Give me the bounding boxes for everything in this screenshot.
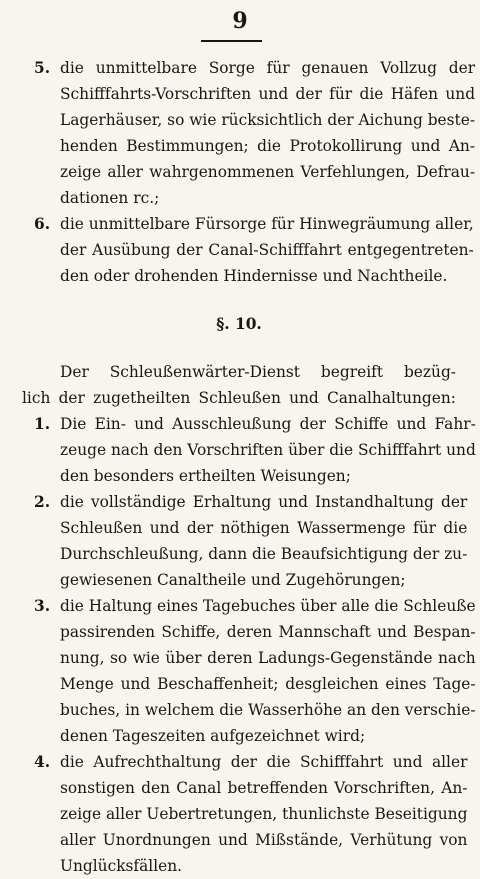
text-line: Schleußen und der nöthigen Wassermenge für die [60,519,468,537]
text-line: der Ausübung der Canal-Schifffahrt entgegentreten- [60,241,474,259]
item-number: 2. [34,493,51,511]
text-line: dationen rc.; [60,189,160,207]
text-line: henden Bestimmungen; die Protokollirung und An- [60,137,476,155]
section-item-3 [22,593,476,749]
item-text [60,489,467,593]
header-rule [201,40,262,42]
section-item-1 [22,411,476,489]
list-item-6 [22,211,474,289]
text-line: Der Schleußenwärter-Dienst begreift bezüg- [60,363,456,381]
text-line: sonstigen den Canal betreffenden Vorschriften, An- [60,779,468,797]
item-number: 4. [34,753,51,771]
text-line: zeige aller wahrgenommenen Verfehlungen, Defrau- [60,163,476,181]
item-text [60,211,474,289]
text-line: die Aufrechthaltung der die Schifffahrt und aller [60,753,468,771]
item-number: 3. [34,597,51,615]
text-line: buches, in welchem die Wasserhöhe an den verschie- [60,701,476,719]
text-line: Schifffahrts-Vorschriften und der für die Häfen und [60,85,476,103]
item-number: 5. [34,59,51,77]
text-line: den besonders ertheilten Weisungen; [60,467,351,485]
text-line: die Haltung eines Tagebuches über alle die Schleuße [60,597,476,615]
section-item-2 [22,489,468,593]
text-line: Lagerhäuser, so wie rücksichtlich der Aichung beste- [60,111,476,129]
section-item-4 [22,749,468,879]
text-line: zeige aller Uebertretungen, thunlichste Beseitigung [60,805,468,823]
text-line: zeuge nach den Vorschriften über die Schifffahrt und [60,441,476,459]
item-number: 1. [34,415,51,433]
text-line: denen Tageszeiten aufgezeichnet wird; [60,727,366,745]
text-line: die vollständige Erhaltung und Instandhaltung der [60,493,468,511]
item-text [60,593,476,749]
text-line: aller Unordnungen und Mißstände, Verhütung von [60,831,468,849]
text-line: gewiesenen Canaltheile und Zugehörungen; [60,571,406,589]
item-text [60,55,475,211]
section-heading: §. 10. [216,315,262,333]
list-item-5 [22,55,476,211]
text-line: passirenden Schiffe, deren Mannschaft und Bespan- [60,623,476,641]
text-line: lich der zugetheilten Schleußen und Canalhaltungen: [22,389,456,407]
text-line: Durchschleußung, dann die Beaufsichtigung der zu- [60,545,468,563]
page-number: 9 [232,8,248,34]
item-text [60,411,476,489]
section-intro [22,359,456,411]
text-line: Menge und Beschaffenheit; desgleichen eines Tage- [60,675,476,693]
item-number: 6. [34,215,51,233]
text-line: Die Ein- und Ausschleußung der Schiffe und Fahr- [60,415,476,433]
text-line: den oder drohenden Hindernisse und Nachtheile. [60,267,448,285]
page-content [22,55,476,879]
item-text [60,749,467,879]
text-line: Unglücksfällen. [60,857,183,875]
text-line: die unmittelbare Fürsorge für Hinwegräumung aller, [60,215,474,233]
text-line: nung, so wie über deren Ladungs-Gegenstände nach [60,649,476,667]
text-line: die unmittelbare Sorge für genauen Vollzug der [60,59,476,77]
